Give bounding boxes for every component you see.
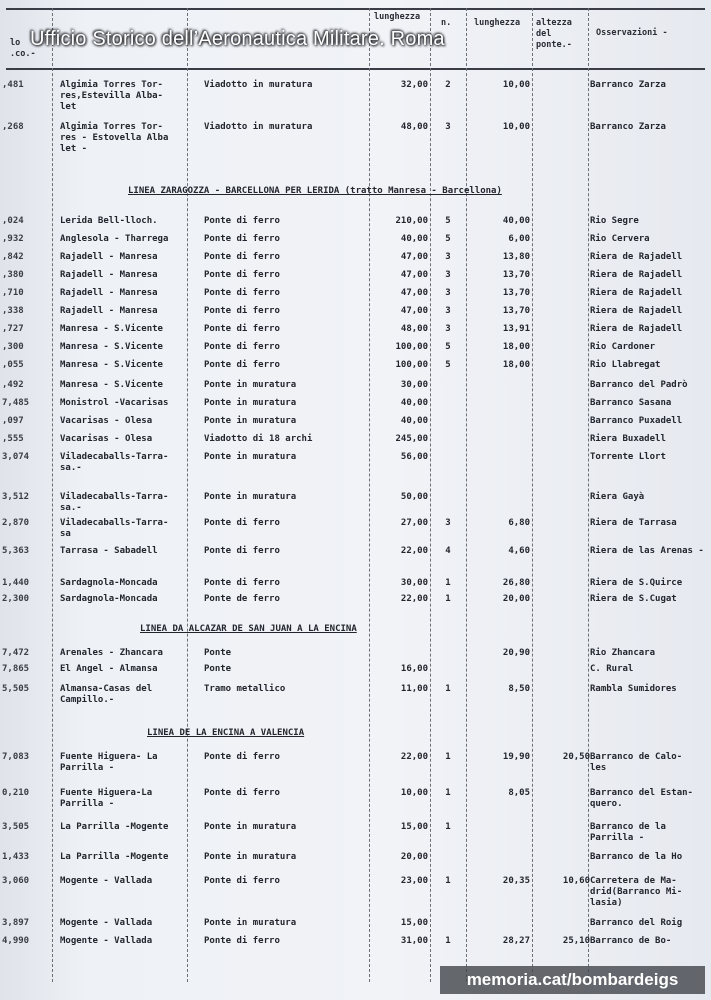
row-observation: Rio Segre: [590, 216, 639, 226]
row-span-length: 40,00: [502, 216, 530, 226]
row-observation: Riera de Rajadell: [590, 288, 683, 298]
row-span-length: 10,00: [502, 80, 530, 90]
row-observation: Rambla Sumidores: [590, 684, 677, 694]
row-spans: 3: [445, 518, 451, 528]
row-km: 3,060: [2, 876, 30, 886]
row-spans: 3: [445, 252, 451, 262]
row-spans: 1: [445, 822, 451, 832]
row-bridge-type: Viadotto in muratura: [204, 80, 313, 90]
row-location: La Parrilla -Mogente: [60, 852, 169, 862]
row-bridge-type: Ponte di ferro: [204, 578, 280, 588]
row-length: 40,00: [400, 416, 428, 426]
row-spans: 3: [445, 122, 451, 132]
row-location: Viladecaballs-Tarra- sa.-: [60, 492, 169, 513]
row-km: ,842: [2, 252, 24, 262]
row-length: 50,00: [400, 492, 428, 502]
row-length: 16,00: [400, 664, 428, 674]
column-divider: [532, 8, 533, 982]
row-span-length: 8,50: [508, 684, 530, 694]
row-observation: Riera de S.Quirce: [590, 578, 683, 588]
row-observation: Barranco de Bo-: [590, 936, 672, 946]
row-km: 5,505: [2, 684, 30, 694]
row-location: Monistrol -Vacarisas: [60, 398, 169, 408]
row-location: Rajadell - Manresa: [60, 270, 158, 280]
row-span-length: 13,70: [502, 270, 530, 280]
row-km: ,055: [2, 360, 24, 370]
row-span-length: 20,90: [502, 648, 530, 658]
row-location: Rajadell - Manresa: [60, 306, 158, 316]
row-length: 47,00: [400, 288, 428, 298]
row-spans: 3: [445, 270, 451, 280]
row-location: Viladecaballs-Tarra- sa.-: [60, 452, 169, 473]
row-length: 32,00: [400, 80, 428, 90]
row-observation: Riera de las Arenas -: [590, 546, 704, 556]
row-bridge-type: Ponte di ferro: [204, 788, 280, 798]
row-km: 7,083: [2, 752, 30, 762]
row-span-length: 8,05: [508, 788, 530, 798]
row-bridge-type: Ponte in muratura: [204, 380, 297, 390]
row-bridge-type: Ponte di ferro: [204, 324, 280, 334]
row-length: 22,00: [400, 546, 428, 556]
row-km: 3,074: [2, 452, 30, 462]
row-spans: 5: [445, 234, 451, 244]
row-bridge-type: Ponte: [204, 664, 232, 674]
header-osservazioni: Osservazioni -: [596, 28, 668, 38]
row-km: ,710: [2, 288, 24, 298]
row-location: Manresa - S.Vicente: [60, 380, 163, 390]
row-span-length: 19,90: [502, 752, 530, 762]
row-location: El Angel - Almansa: [60, 664, 158, 674]
row-bridge-type: Ponte di ferro: [204, 270, 280, 280]
row-spans: 5: [445, 342, 451, 352]
row-spans: 3: [445, 324, 451, 334]
row-spans: 1: [445, 752, 451, 762]
row-location: Fuente Higuera- La Parrilla -: [60, 752, 158, 773]
row-length: 47,00: [400, 270, 428, 280]
row-bridge-type: Ponte in muratura: [204, 852, 297, 862]
row-location: Fuente Higuera-La Parrilla -: [60, 788, 153, 809]
row-span-length: 4,60: [508, 546, 530, 556]
row-km: ,727: [2, 324, 24, 334]
row-km: ,300: [2, 342, 24, 352]
row-span-length: 18,00: [502, 360, 530, 370]
row-length: 47,00: [400, 306, 428, 316]
row-spans: 4: [445, 546, 451, 556]
column-divider: [430, 8, 431, 982]
row-bridge-type: Ponte di ferro: [204, 342, 280, 352]
row-observation: Barranco de la Parrilla -: [590, 822, 666, 843]
row-length: 48,00: [400, 122, 428, 132]
row-location: Manresa - S.Vicente: [60, 324, 163, 334]
row-length: 40,00: [400, 398, 428, 408]
row-length: 22,00: [400, 752, 428, 762]
row-location: Mogente - Vallada: [60, 876, 153, 886]
row-observation: Barranco Puxadell: [590, 416, 683, 426]
row-location: La Parrilla -Mogente: [60, 822, 169, 832]
row-km: ,481: [2, 80, 24, 90]
row-observation: Riera de Tarrasa: [590, 518, 677, 528]
row-spans: 2: [445, 80, 451, 90]
row-bridge-type: Ponte di ferro: [204, 876, 280, 886]
row-span-length: 28,27: [502, 936, 530, 946]
row-length: 47,00: [400, 252, 428, 262]
row-observation: Carretera de Ma- drid(Barranco Mi- lasia): [590, 876, 683, 908]
row-km: 7,865: [2, 664, 30, 674]
row-location: Vacarisas - Olesa: [60, 416, 153, 426]
row-location: Lerida Bell-lloch.: [60, 216, 158, 226]
column-divider: [466, 8, 467, 982]
row-km: 2,870: [2, 518, 30, 528]
row-observation: Barranco del Estan- quero.: [590, 788, 693, 809]
row-km: ,555: [2, 434, 24, 444]
row-length: 27,00: [400, 518, 428, 528]
row-length: 31,00: [400, 936, 428, 946]
row-observation: Rio Cervera: [590, 234, 650, 244]
row-span-length: 13,70: [502, 306, 530, 316]
row-bridge-type: Ponte in muratura: [204, 822, 297, 832]
row-length: 100,00: [395, 342, 428, 352]
row-bridge-type: Ponte: [204, 648, 232, 658]
row-observation: Barranco de la Ho: [590, 852, 683, 862]
row-km: 3,897: [2, 918, 30, 928]
row-length: 15,00: [400, 822, 428, 832]
row-location: Rajadell - Manresa: [60, 252, 158, 262]
row-bridge-type: Ponte in muratura: [204, 492, 297, 502]
row-observation: Riera Gayà: [590, 492, 645, 502]
section-heading: LINEA ZARAGOZZA - BARCELLONA PER LERIDA (tratto Manresa - Barcellona): [128, 186, 502, 196]
section-heading: LINEA DE LA ENCINA A VALENCIA: [147, 728, 305, 738]
row-location: Arenales - Zhancara: [60, 648, 163, 658]
row-km: 3,505: [2, 822, 30, 832]
row-bridge-type: Ponte di ferro: [204, 288, 280, 298]
row-bridge-type: Ponte di ferro: [204, 546, 280, 556]
row-km: 1,433: [2, 852, 30, 862]
row-bridge-type: Ponte in muratura: [204, 398, 297, 408]
row-span-length: 13,91: [502, 324, 530, 334]
row-bridge-type: Ponte di ferro: [204, 252, 280, 262]
row-bridge-type: Ponte di ferro: [204, 518, 280, 528]
row-observation: Barranco del Padrò: [590, 380, 688, 390]
row-bridge-type: Ponte de ferro: [204, 594, 280, 604]
row-span-length: 20,35: [502, 876, 530, 886]
row-location: Vacarisas - Olesa: [60, 434, 153, 444]
row-span-length: 18,00: [502, 342, 530, 352]
row-observation: Torrente Llort: [590, 452, 666, 462]
row-location: Almansa-Casas del Campillo.-: [60, 684, 153, 705]
row-spans: 1: [445, 936, 451, 946]
row-length: 30,00: [400, 380, 428, 390]
row-observation: Barranco de Calo- les: [590, 752, 683, 773]
row-location: Viladecaballs-Tarra- sa: [60, 518, 169, 539]
row-spans: 5: [445, 360, 451, 370]
header-altezza: altezza del ponte.-: [536, 18, 572, 50]
row-length: 15,00: [400, 918, 428, 928]
row-spans: 1: [445, 788, 451, 798]
row-location: Tarrasa - Sabadell: [60, 546, 158, 556]
row-km: 3,512: [2, 492, 30, 502]
row-bridge-type: Ponte di ferro: [204, 936, 280, 946]
row-bridge-type: Ponte di ferro: [204, 752, 280, 762]
row-observation: Riera de Rajadell: [590, 270, 683, 280]
row-bridge-type: Ponte di ferro: [204, 360, 280, 370]
header-n: n.: [441, 18, 452, 28]
row-bridge-type: Ponte in muratura: [204, 452, 297, 462]
row-length: 20,00: [400, 852, 428, 862]
row-bridge-type: Ponte di ferro: [204, 234, 280, 244]
row-observation: Barranco Sasana: [590, 398, 672, 408]
column-divider: [52, 8, 53, 982]
row-spans: 3: [445, 288, 451, 298]
row-height: 25,10: [562, 936, 590, 946]
row-observation: Riera de Rajadell: [590, 306, 683, 316]
row-observation: Rio Cardoner: [590, 342, 656, 352]
row-span-length: 6,80: [508, 518, 530, 528]
row-span-length: 10,00: [502, 122, 530, 132]
row-km: ,024: [2, 216, 24, 226]
row-km: 5,363: [2, 546, 30, 556]
source-watermark: memoria.cat/bombardeigs: [440, 966, 705, 994]
row-span-length: 13,80: [502, 252, 530, 262]
row-bridge-type: Ponte di ferro: [204, 216, 280, 226]
row-length: 100,00: [395, 360, 428, 370]
row-bridge-type: Ponte in muratura: [204, 918, 297, 928]
row-spans: 1: [445, 876, 451, 886]
row-km: 7,485: [2, 398, 30, 408]
header-km: lo .co.-: [10, 38, 36, 59]
row-location: Rajadell - Manresa: [60, 288, 158, 298]
row-location: Mogente - Vallada: [60, 936, 153, 946]
row-span-length: 6,00: [508, 234, 530, 244]
row-location: Mogente - Vallada: [60, 918, 153, 928]
row-km: ,380: [2, 270, 24, 280]
row-location: Anglesola - Tharrega: [60, 234, 169, 244]
row-location: Algimia Torres Tor- res - Estovella Alba let -: [60, 122, 169, 154]
row-spans: 3: [445, 306, 451, 316]
row-location: Manresa - S.Vicente: [60, 360, 163, 370]
row-bridge-type: Ponte in muratura: [204, 416, 297, 426]
row-observation: Barranco Zarza: [590, 122, 666, 132]
row-km: ,492: [2, 380, 24, 390]
row-length: 56,00: [400, 452, 428, 462]
row-height: 20,50: [562, 752, 590, 762]
row-km: 4,990: [2, 936, 30, 946]
column-divider: [369, 8, 370, 982]
row-km: 2,300: [2, 594, 30, 604]
header-lunghezza: lunghezza: [374, 12, 421, 22]
row-observation: Rio Llabregat: [590, 360, 661, 370]
row-observation: Riera de S.Cugat: [590, 594, 677, 604]
row-km: ,338: [2, 306, 24, 316]
row-observation: C. Rural: [590, 664, 634, 674]
row-km: ,097: [2, 416, 24, 426]
row-km: ,932: [2, 234, 24, 244]
row-spans: 5: [445, 216, 451, 226]
row-km: 0,210: [2, 788, 30, 798]
row-length: 210,00: [395, 216, 428, 226]
row-location: Algimia Torres Tor- res,Estevilla Alba- let: [60, 80, 163, 112]
row-length: 22,00: [400, 594, 428, 604]
row-observation: Riera de Rajadell: [590, 324, 683, 334]
row-location: Sardagnola-Moncada: [60, 578, 158, 588]
row-observation: Rio Zhancara: [590, 648, 656, 658]
column-divider: [588, 8, 589, 982]
row-length: 11,00: [400, 684, 428, 694]
row-observation: Barranco Zarza: [590, 80, 666, 90]
row-span-length: 20,00: [502, 594, 530, 604]
row-length: 10,00: [400, 788, 428, 798]
row-km: 1,440: [2, 578, 30, 588]
row-length: 245,00: [395, 434, 428, 444]
row-observation: Riera de Rajadell: [590, 252, 683, 262]
row-bridge-type: Viadotto in muratura: [204, 122, 313, 132]
row-observation: Barranco del Roig: [590, 918, 683, 928]
row-span-length: 26,80: [502, 578, 530, 588]
row-height: 10,60: [562, 876, 590, 886]
row-bridge-type: Tramo metallico: [204, 684, 286, 694]
row-length: 48,00: [400, 324, 428, 334]
row-km: 7,472: [2, 648, 30, 658]
row-spans: 1: [445, 684, 451, 694]
row-length: 23,00: [400, 876, 428, 886]
row-spans: 1: [445, 594, 451, 604]
row-location: Manresa - S.Vicente: [60, 342, 163, 352]
row-km: ,268: [2, 122, 24, 132]
row-spans: 1: [445, 578, 451, 588]
row-span-length: 13,70: [502, 288, 530, 298]
section-heading: LINEA DA ALCAZAR DE SAN JUAN A LA ENCINA: [140, 624, 357, 634]
row-length: 30,00: [400, 578, 428, 588]
row-location: Sardagnola-Moncada: [60, 594, 158, 604]
row-bridge-type: Viadotto di 18 archi: [204, 434, 313, 444]
row-bridge-type: Ponte di ferro: [204, 306, 280, 316]
row-length: 40,00: [400, 234, 428, 244]
header-lunghezza-luce: lunghezza: [474, 18, 521, 28]
row-observation: Riera Buxadell: [590, 434, 666, 444]
archive-watermark: Ufficio Storico dell’Aeronautica Militare. Roma: [30, 28, 445, 50]
